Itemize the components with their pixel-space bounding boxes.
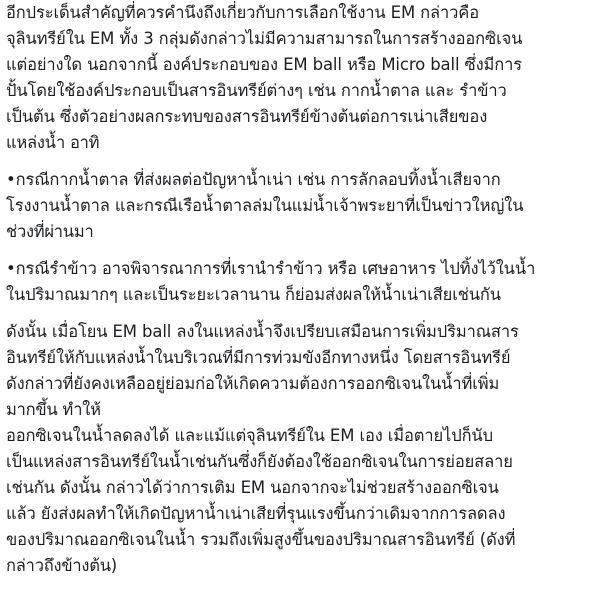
text-line: ของปริมาณออกซิเจนในน้ำ รวมถึงเพิ่มสูงขึ้นของปริมาณสารอินทรีย์ (ดังที่: [6, 530, 516, 549]
conclusion-paragraph: [6, 319, 596, 579]
text-line: ดังนั้น เมื่อโยน EM ball ลงในแหล่งน้ำจึงเปรียบเสมือนการเพิ่มปริมาณสาร: [6, 322, 519, 341]
text-line: ช่วงที่ผ่านมา: [6, 222, 94, 241]
post-body-text: [6, 0, 596, 590]
text-line: โรงงานน้ำตาล และกรณีเรือน้ำตาลล่มในแม่น้ำเจ้าพระยาที่เป็นข่าวใหญ่ใน: [6, 196, 524, 215]
intro-paragraph: [6, 0, 596, 156]
text-line: จุลินทรีย์ใน EM ทั้ง 3 กลุ่มดังกล่าวไม่มีความสามารถในการสร้างออกซิเจน: [6, 29, 523, 48]
text-line: อินทรีย์ให้กับแหล่งน้ำในบริเวณที่มีการท่วมขังอีกทางหนึ่ง โดยสารอินทรีย์: [6, 348, 511, 367]
text-line: ในปริมาณมากๆ และเป็นระยะเวลานาน ก็ย่อมส่งผลให้น้ำเน่าเสียเช่นกัน: [6, 285, 501, 304]
text-line: เช่นกัน ดังนั้น กล่าวได้ว่าการเติม EM นอกจากจะไม่ช่วยสร้างออกซิเจน: [6, 478, 499, 497]
text-line: •กรณีกากน้ำตาล ที่ส่งผลต่อปัญหาน้ำเน่า เช่น การลักลอบทิ้งน้ำเสียจาก: [6, 170, 501, 189]
text-line: อีกประเด็นสำคัญที่ควรคำนึงถึงเกี่ยวกับการเลือกใช้งาน EM กล่าวคือ: [6, 3, 479, 22]
text-line: แต่อย่างใด นอกจากนี้ องค์ประกอบของ EM ball หรือ Micro ball ซึ่งมีการ: [6, 55, 523, 74]
bullet-molasses-paragraph: [6, 167, 596, 245]
text-line: ออกซิเจนในน้ำลดลงได้ และแม้แต่จุลินทรีย์ใน EM เอง เมื่อตายไปก็นับ: [6, 426, 493, 445]
text-line: ดังกล่าวที่ยังคงเหลืออยู่ย่อมก่อให้เกิดความต้องการออกซิเจนในน้ำที่เพิ่ม: [6, 374, 500, 393]
text-line: แหล่งน้ำ อาทิ: [6, 133, 100, 152]
text-line: แล้ว ยังส่งผลทำให้เกิดปัญหาน้ำเน่าเสียที่รุนแรงขึ้นกว่าเดิมจากการลดลง: [6, 504, 506, 523]
text-line: กล่าวถึงข้างต้น): [6, 556, 118, 575]
bullet-rice-bran-paragraph: [6, 256, 596, 308]
text-line: เป็นแหล่งสารอินทรีย์ในน้ำเช่นกันซึ่งก็ยังต้องใช้ออกซิเจนในการย่อยสลาย: [6, 452, 513, 471]
text-line: •กรณีรำข้าว อาจพิจารณาการที่เรานำรำข้าว หรือ เศษอาหาร ไปทิ้งไว้ในน้ำ: [6, 259, 536, 278]
text-line: ปั้นโดยใช้องค์ประกอบเป็นสารอินทรีย์ต่างๆ เช่น กากน้ำตาล และ รำข้าว: [6, 81, 507, 100]
text-line: มากขึ้น ทำให้: [6, 400, 101, 419]
text-line: เป็นต้น ซึ่งตัวอย่างผลกระทบของสารอินทรีย์ข้างต้นต่อการเน่าเสียของ: [6, 107, 488, 126]
